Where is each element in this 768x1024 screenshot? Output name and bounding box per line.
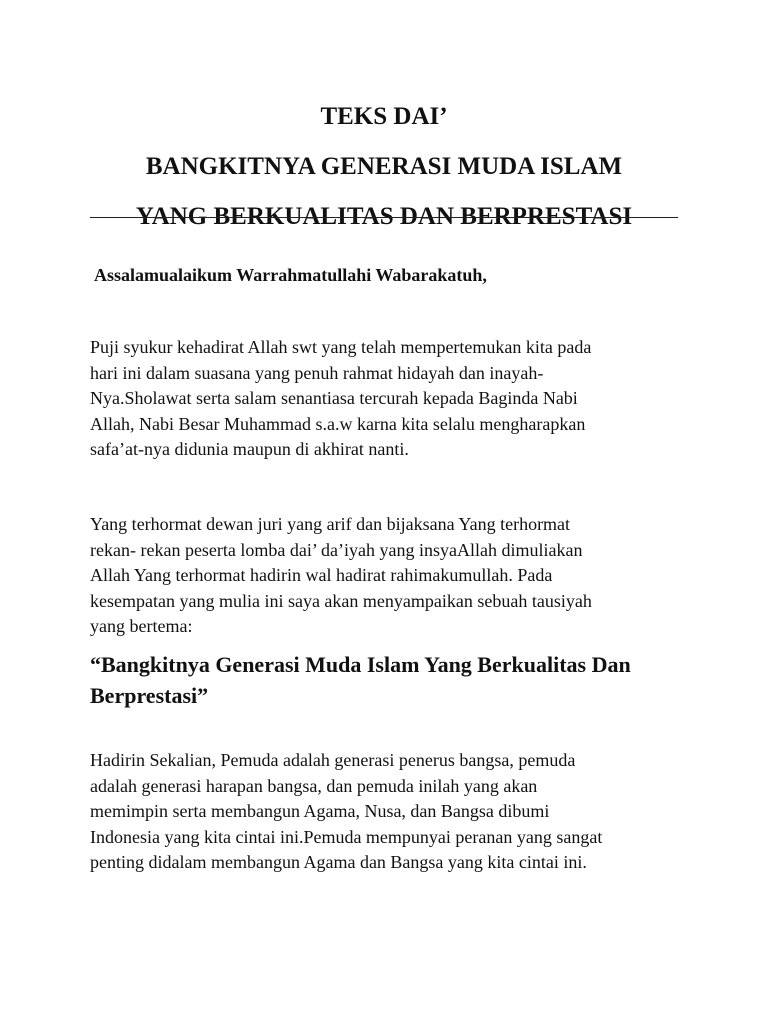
theme-line: “Bangkitnya Generasi Muda Islam Yang Berkualitas Dan [90, 652, 631, 677]
text-line: Allah Yang terhormat hadirin wal hadirat rahimakumullah. Pada [90, 565, 553, 585]
paragraph-opening [90, 335, 680, 463]
text-line: rekan- rekan peserta lomba dai’ da’iyah yang insyaAllah dimuliakan [90, 539, 583, 560]
text-line: Hadirin Sekalian, Pemuda adalah generasi penerus bangsa, pemuda [90, 750, 576, 770]
text-line: Nya.Sholawat serta salam senantiasa tercurah kepada Baginda Nabi [90, 388, 578, 408]
text-line: memimpin serta membangun Agama, Nusa, dan Bangsa dibumi [90, 801, 550, 821]
text-line: Indonesia yang kita cintai ini.Pemuda mempunyai peranan yang sangat [90, 826, 603, 847]
theme-line: Berprestasi” [90, 683, 209, 708]
title-line: YANG BERKUALITAS DAN BERPRESTASI [135, 203, 633, 230]
text-line: yang bertema: [90, 616, 193, 636]
text-line: adalah generasi harapan bangsa, dan pemuda inilah yang akan [90, 775, 538, 796]
paragraph-greetings [90, 512, 680, 640]
text-line: Yang terhormat dewan juri yang arif dan bijaksana Yang terhormat [90, 514, 571, 534]
text-line: hari ini dalam suasana yang penuh rahmat hidayah dan inayah- [90, 362, 544, 383]
title-underline [90, 217, 678, 218]
text-line: safa’at-nya didunia maupun di akhirat nanti. [90, 439, 409, 459]
salutation: Assalamualaikum Warrahmatullahi Wabarakatuh, [94, 265, 487, 285]
title-line: BANGKITNYA GENERASI MUDA ISLAM [145, 153, 623, 180]
paragraph-body [90, 748, 680, 876]
title-line: TEKS DAI’ [320, 103, 448, 130]
theme-heading [90, 649, 690, 711]
text-line: Allah, Nabi Besar Muhammad s.a.w karna kita selalu mengharapkan [90, 413, 586, 434]
document-title [90, 92, 678, 242]
text-line: Puji syukur kehadirat Allah swt yang telah mempertemukan kita pada [90, 337, 592, 357]
text-line: penting didalam membangun Agama dan Bangsa yang kita cintai ini. [90, 852, 587, 872]
text-line: kesempatan yang mulia ini saya akan menyampaikan sebuah tausiyah [90, 590, 592, 611]
